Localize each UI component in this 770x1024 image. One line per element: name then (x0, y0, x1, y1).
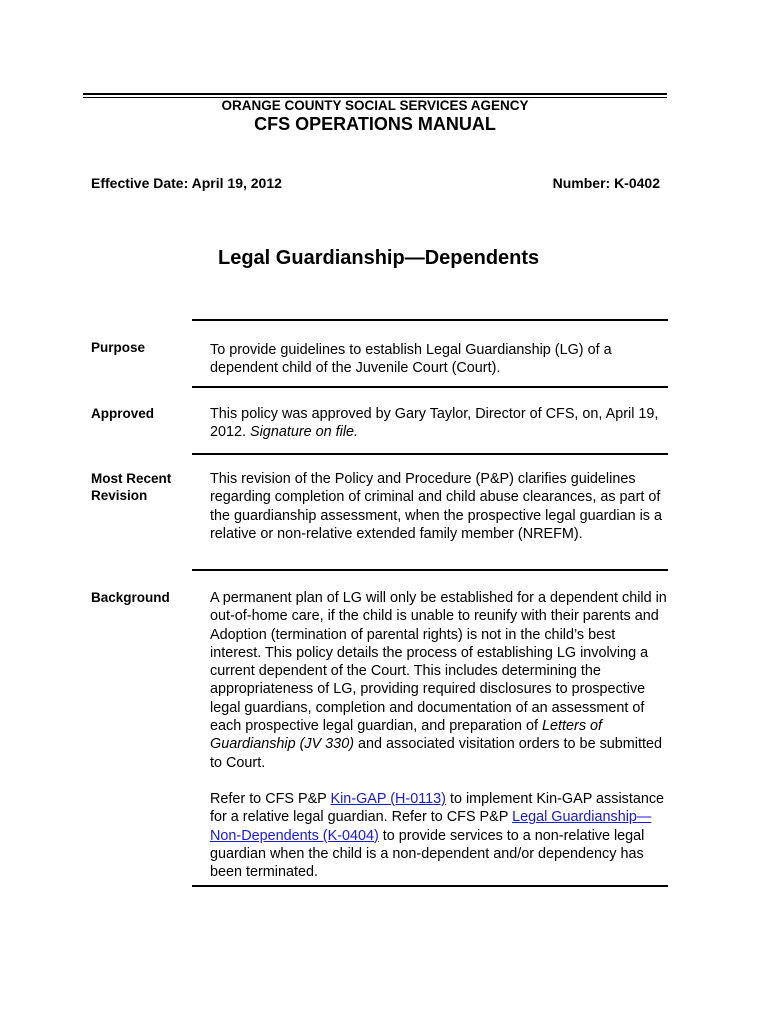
manual-title: CFS OPERATIONS MANUAL (254, 114, 496, 134)
background-p2-text-b: to implement Kin-GAP assistance for a relative legal guardian. Refer to CFS P&P (210, 790, 665, 826)
approved-label: Approved (91, 406, 155, 421)
background-text (210, 589, 668, 881)
legal-guardianship-non-dependents-link[interactable]: Legal Guardianship—Non-Dependents (K-0404) (210, 809, 652, 844)
background-paragraph-1 (210, 589, 668, 772)
background-p2-text-c: to provide services to a non-relative legal guardian when the child is a non-dependent and/or dependency has been terminated. (210, 827, 645, 881)
revision-paragraph: This revision of the Policy and Procedure (P&P) clarifies guidelines regarding completion of criminal and child abuse clearances, as part of the guardianship assessment, when the prospective legal guardian is a relative or non-relative extended family member (NREFM). (210, 471, 662, 542)
policy-number: Number: K-0402 (552, 175, 660, 191)
section-divider (192, 319, 668, 321)
purpose-paragraph: To provide guidelines to establish Legal Guardianship (LG) of a dependent child of the Juvenile Court (Court). (210, 342, 612, 377)
letters-of-guardianship: Letters of Guardianship (JV 330) (210, 718, 603, 753)
section-divider (192, 386, 668, 388)
approved-text (210, 405, 668, 442)
background-p1-end: and associated visitation orders to be submitted to Court. (210, 736, 662, 771)
background-p1-text: A permanent plan of LG will only be established for a dependent child in out-of-home care, if the child is unable to reunify with their parents and Adoption (termination of parental rights) is not in the child’s best interest. This policy details the process of establishing LG involving a current dependent of the Court. This includes determining the appropriateness of LG, providing required disclosures to prospective legal guardians, completion and documentation of an assessment of each prospective legal guardian, and preparation of (210, 590, 667, 735)
agency-name: ORANGE COUNTY SOCIAL SERVICES AGENCY (221, 98, 529, 113)
section-divider (192, 885, 668, 887)
approved-statement: This policy was approved by Gary Taylor, Director of CFS, on, April 19, 2012. (210, 406, 659, 441)
section-divider (192, 569, 668, 571)
background-p2-text-a: Refer to CFS P&P (210, 790, 331, 807)
section-divider (192, 453, 668, 455)
revision-text (210, 470, 668, 543)
document-title: Legal Guardianship—Dependents (218, 247, 540, 269)
approved-paragraph (210, 405, 668, 442)
purpose-text (210, 341, 668, 378)
revision-label (91, 470, 171, 504)
revision-label-line2: Revision (91, 488, 148, 503)
signature-note: Signature on file. (250, 424, 359, 441)
background-label: Background (91, 590, 170, 605)
purpose-label: Purpose (91, 340, 146, 355)
revision-label-line1: Most Recent (91, 471, 172, 486)
effective-date: Effective Date: April 19, 2012 (91, 175, 282, 191)
background-paragraph-2 (210, 790, 668, 881)
kin-gap-link[interactable]: Kin-GAP (H-0113) (330, 790, 446, 807)
header-rule-thick (83, 93, 667, 95)
